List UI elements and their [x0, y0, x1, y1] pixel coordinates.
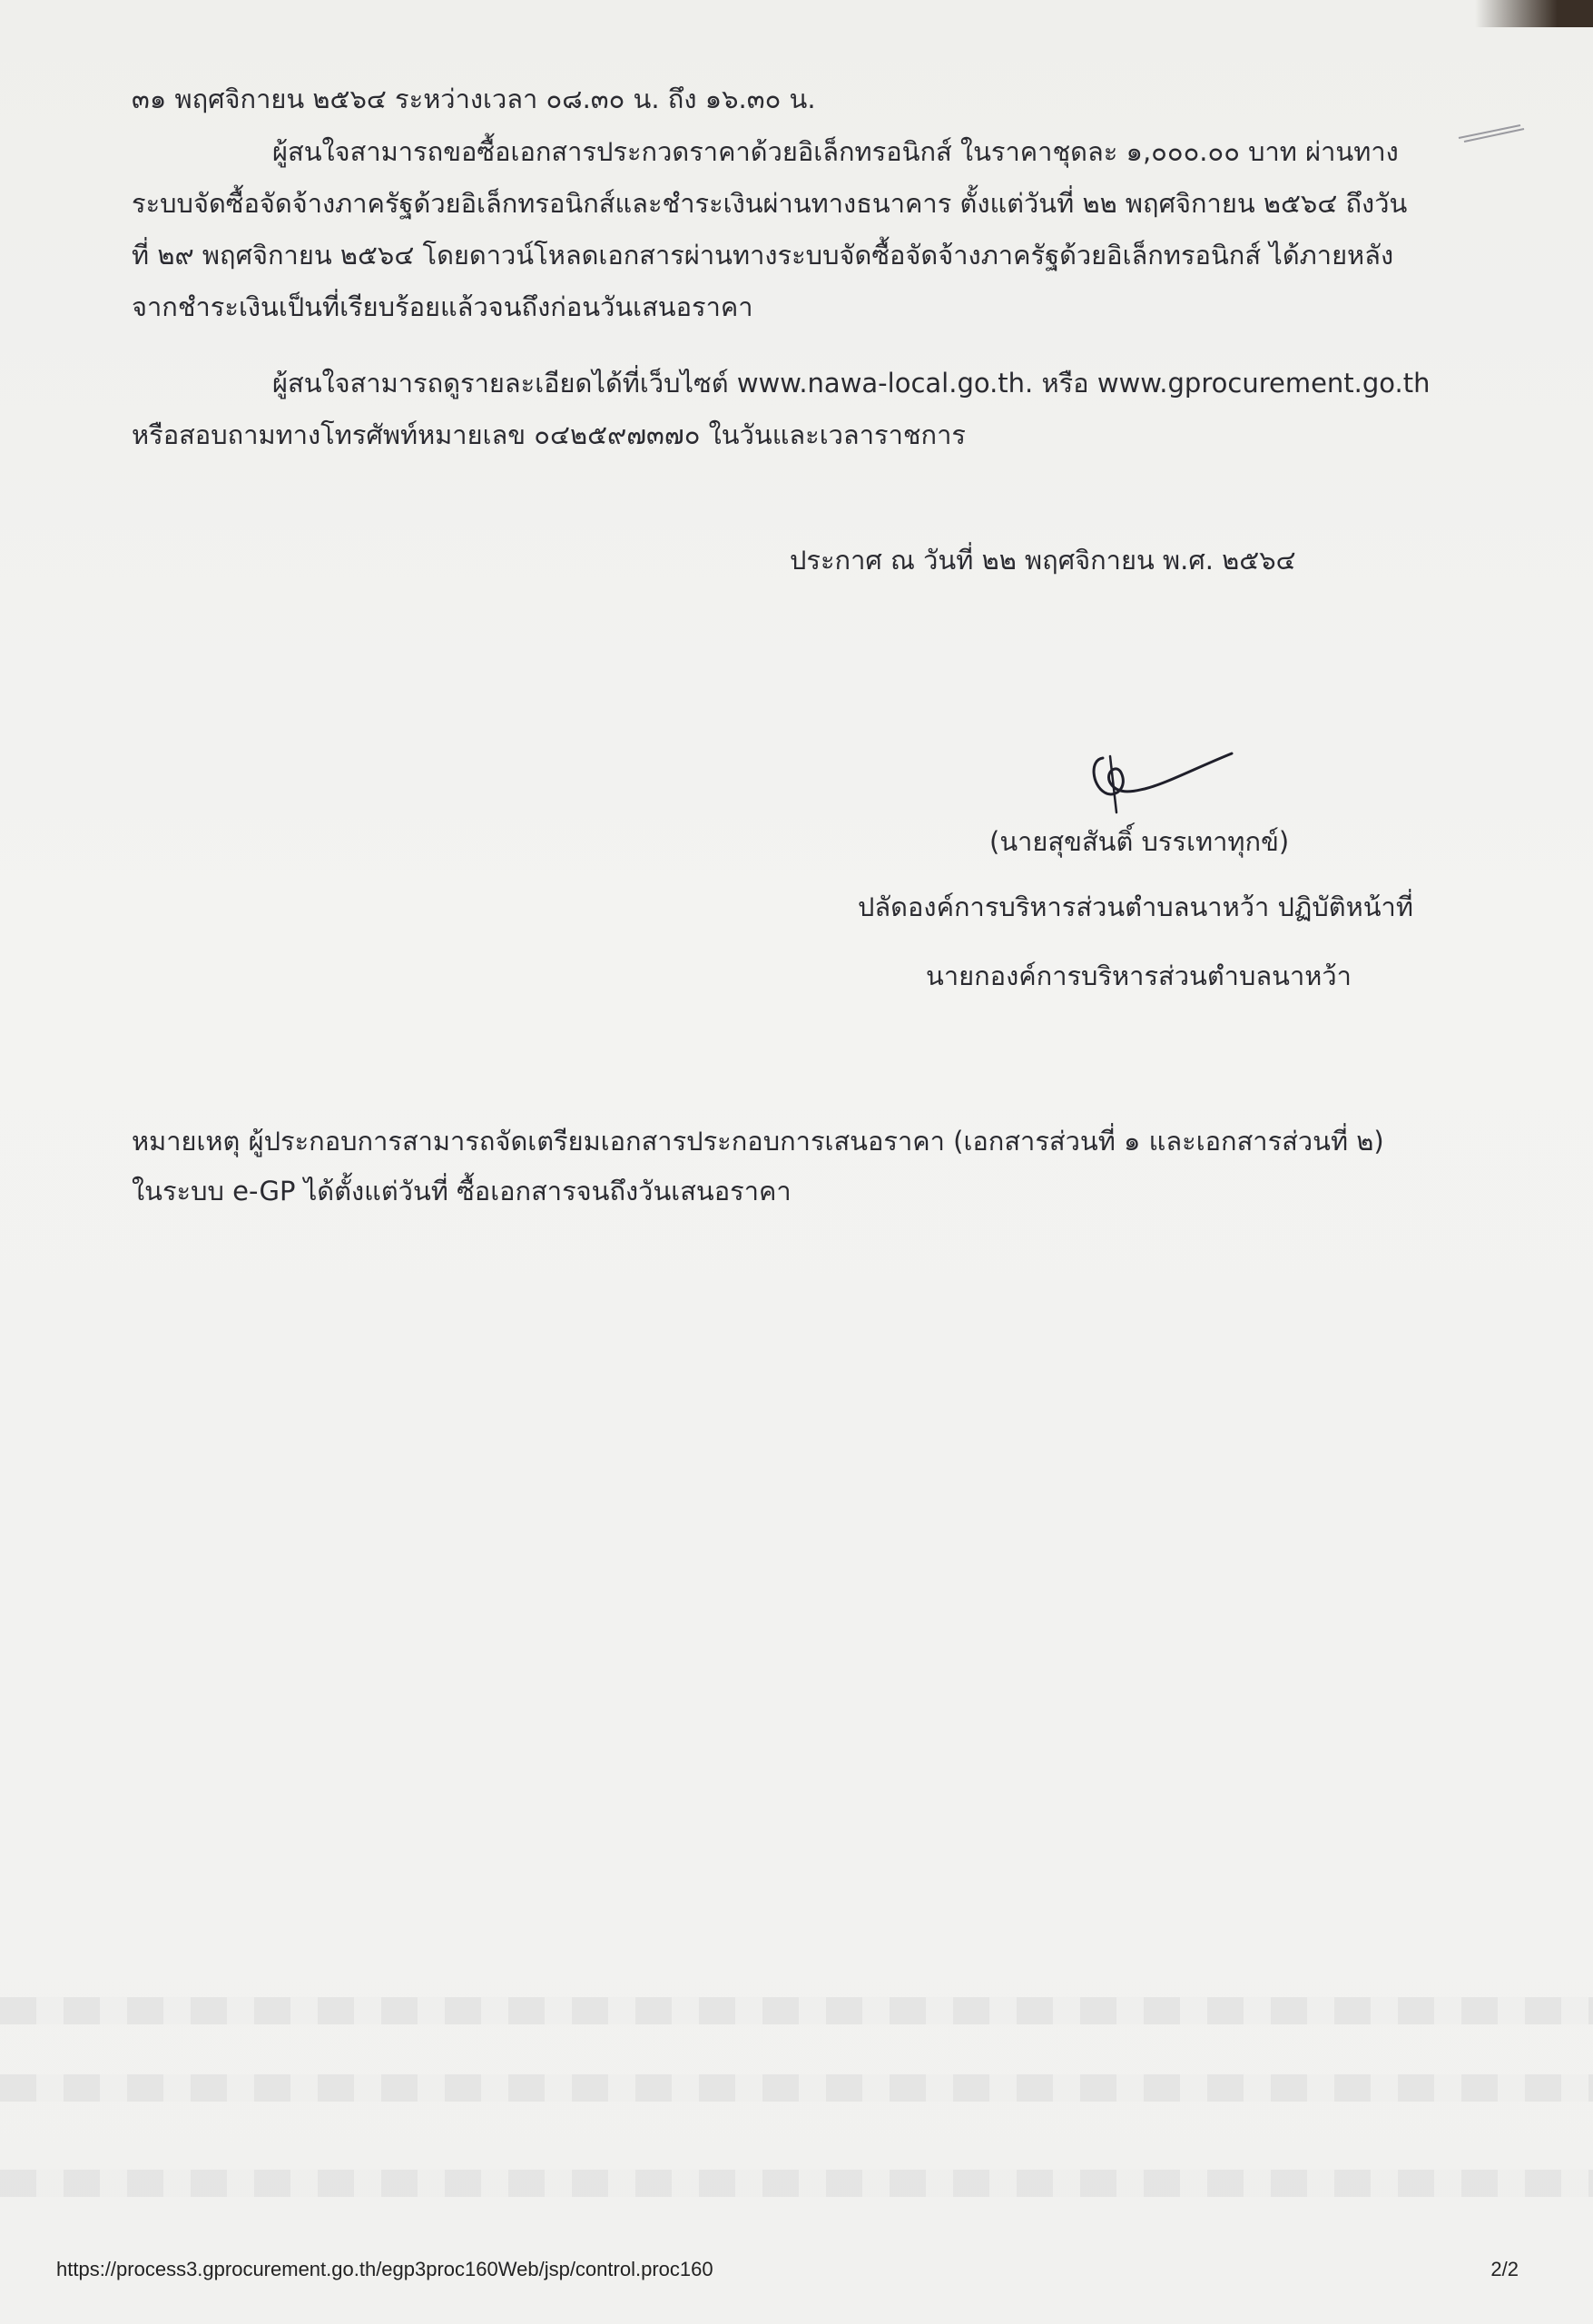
signer-title-1: ปลัดองค์การบริหารส่วนตำบลนาหว้า ปฏิบัติหน้าที่ — [858, 891, 1413, 922]
bleed-through-text — [0, 1997, 1593, 2024]
footer-page-number: 2/2 — [1490, 2258, 1519, 2280]
text-line-4: ที่ ๒๙ พฤศจิกายน ๒๕๖๔ โดยดาวน์โหลดเอกสารผ่านทางระบบจัดซื้อจัดจ้างภาครัฐด้วยอิเล็กทรอนิกส์ ได้ภายหลัง — [132, 240, 1394, 271]
bleed-through-text — [0, 2074, 1593, 2102]
page-corner-shadow — [1475, 0, 1593, 27]
text-line-1: ๓๑ พฤศจิกายน ๒๕๖๔ ระหว่างเวลา ๐๘.๓๐ น. ถึง ๑๖.๓๐ น. — [132, 84, 816, 114]
signer-title-2: นายกองค์การบริหารส่วนตำบลนาหว้า — [926, 960, 1352, 991]
text-line-6: ผู้สนใจสามารถดูรายละเอียดได้ที่เว็บไซต์ www.nawa-local.go.th. หรือ www.gprocurement.go.th — [272, 368, 1431, 399]
bleed-through-text — [0, 2170, 1593, 2197]
text-line-5: จากชำระเงินเป็นที่เรียบร้อยแล้วจนถึงก่อนวันเสนอราคา — [132, 291, 753, 322]
staple-mark — [1457, 118, 1529, 145]
announce-date: ประกาศ ณ วันที่ ๒๒ พฤศจิกายน พ.ศ. ๒๕๖๔ — [790, 545, 1296, 576]
text-line-7: หรือสอบถามทางโทรศัพท์หมายเลข ๐๔๒๕๙๗๓๗๐ ในวันและเวลาราชการ — [132, 419, 966, 450]
note-line-1: หมายเหตุ ผู้ประกอบการสามารถจัดเตรียมเอกสารประกอบการเสนอราคา (เอกสารส่วนที่ ๑ และเอกสารส่วนที่ ๒) — [132, 1126, 1384, 1157]
signer-name: (นายสุขสันติ์ บรรเทาทุกข์) — [989, 826, 1290, 857]
note-line-2: ในระบบ e-GP ได้ตั้งแต่วันที่ ซื้อเอกสารจนถึงวันเสนอราคา — [132, 1176, 792, 1206]
handwritten-signature — [1085, 749, 1239, 826]
text-line-3: ระบบจัดซื้อจัดจ้างภาครัฐด้วยอิเล็กทรอนิกส์และชำระเงินผ่านทางธนาคาร ตั้งแต่วันที่ ๒๒ พฤศจิกายน ๒๕๖๔ ถึงวัน — [132, 188, 1408, 219]
text-line-2: ผู้สนใจสามารถขอซื้อเอกสารประกวดราคาด้วยอิเล็กทรอนิกส์ ในราคาชุดละ ๑,๐๐๐.๐๐ บาท ผ่านทาง — [272, 136, 1399, 167]
footer-url: https://process3.gprocurement.go.th/egp3proc160Web/jsp/control.proc160 — [56, 2258, 713, 2280]
